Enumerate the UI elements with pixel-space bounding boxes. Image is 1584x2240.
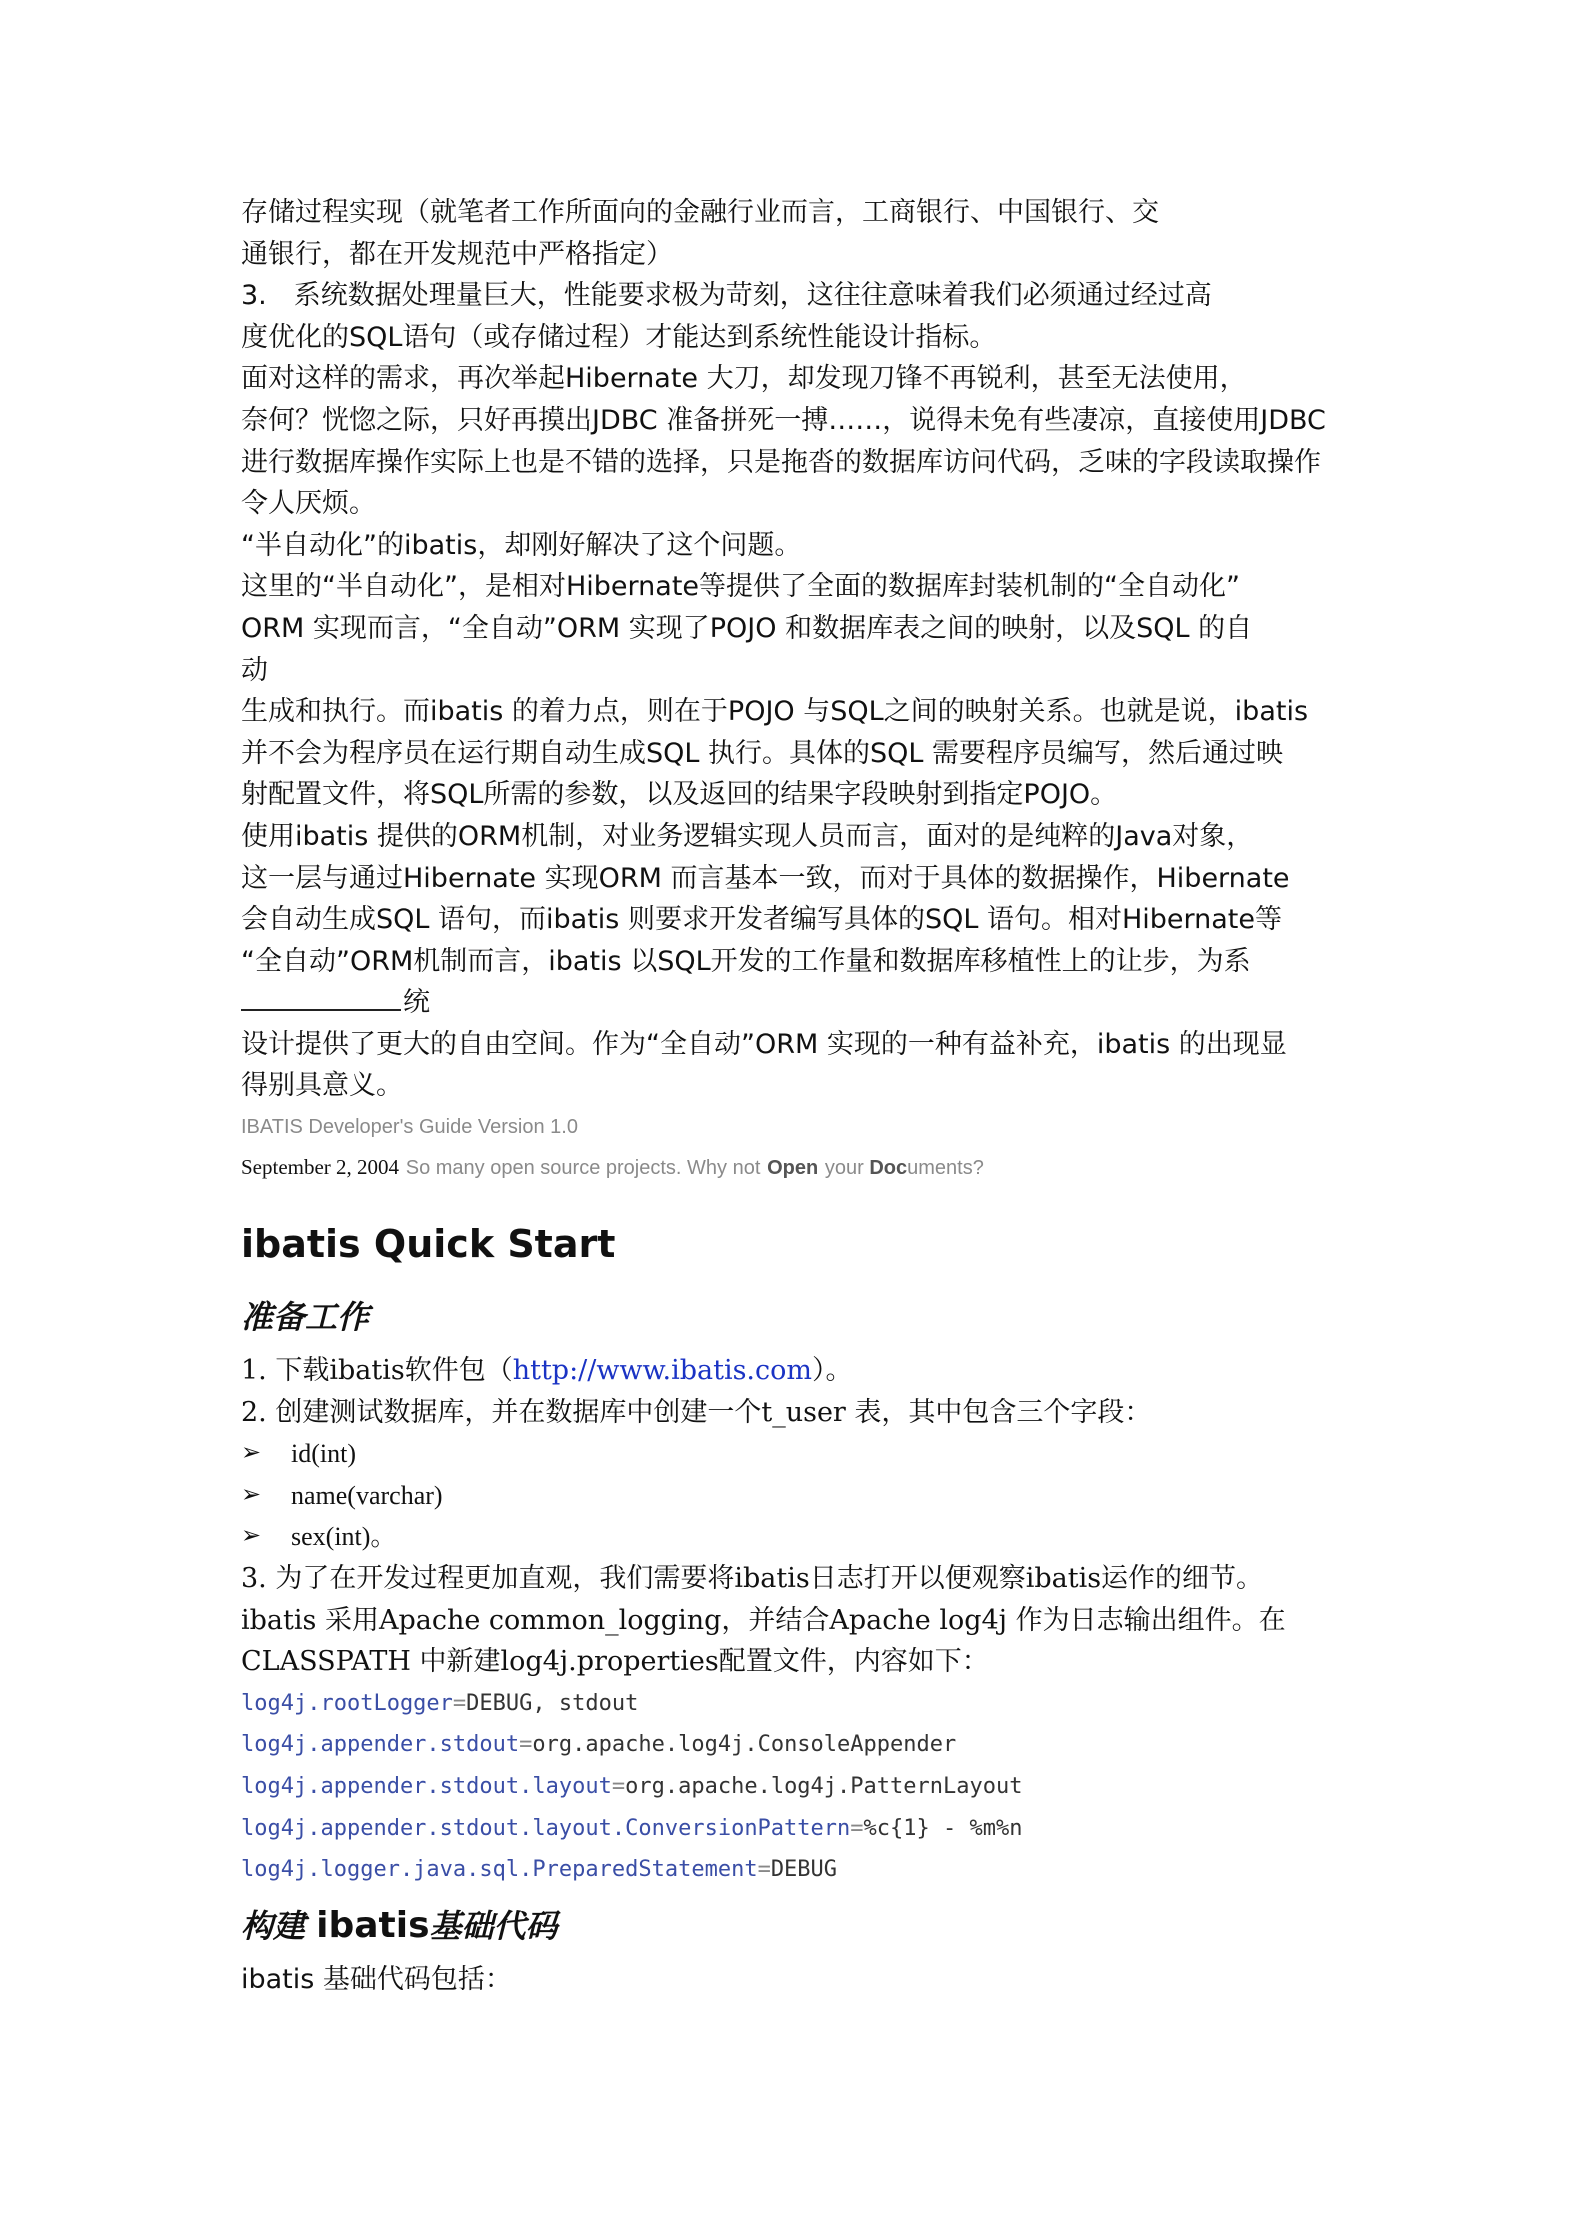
section-heading-base-code xyxy=(241,1903,1361,1949)
list-item-logging: 3. 为了在开发过程更加直观，我们需要将ibatis日志打开以便观察ibatis运作的细节。 xyxy=(241,1563,1264,1595)
page-title: ibatis Quick Start xyxy=(241,1222,616,1267)
paragraph-line: 进行数据库操作实际上也是不错的选择，只是拖沓的数据库访问代码，乏味的字段读取操作 xyxy=(241,446,1321,478)
code-value: org.apache.log4j.PatternLayout xyxy=(625,1774,1023,1799)
paragraph-line: “半自动化”的ibatis，却刚好解决了这个问题。 xyxy=(241,529,802,561)
list-item-text: 1. 下载ibatis软件包（ xyxy=(241,1355,513,1387)
paragraph-line: 这里的“半自动化”，是相对Hibernate等提供了全面的数据库封装机制的“全自动化” xyxy=(241,571,1240,603)
paragraph-line: CLASSPATH 中新建log4j.properties配置文件，内容如下： xyxy=(241,1646,989,1678)
field-name: id(int) xyxy=(291,1439,356,1469)
heading-part: ibatis xyxy=(316,1904,430,1946)
code-line: log4j.appender.stdout.layout.ConversionPattern=%c{1} - %m%n xyxy=(241,1815,1023,1841)
paragraph-line: 面对这样的需求，再次举起Hibernate 大刀，却发现刀锋不再锐利，甚至无法使用， xyxy=(241,363,1247,395)
paragraph-fragment: 统 xyxy=(403,987,430,1019)
paragraph-line: 这一层与通过Hibernate 实现ORM 而言基本一致，而对于具体的数据操作，Hibernate xyxy=(241,862,1290,894)
heading-part: 基础代码 xyxy=(429,1906,558,1945)
paragraph-line: 得别具意义。 xyxy=(241,1070,403,1102)
arrow-bullet-icon: ➢ xyxy=(241,1440,262,1467)
footer-slogan-open: Open xyxy=(767,1157,819,1180)
ibatis-link[interactable]: http://www.ibatis.com xyxy=(512,1355,812,1387)
paragraph-line: 并不会为程序员在运行期自动生成SQL 执行。具体的SQL 需要程序员编写，然后通过映 xyxy=(241,737,1284,769)
paragraph-line: “全自动”ORM机制而言，ibatis 以SQL开发的工作量和数据库移植性上的让步，为系 xyxy=(241,945,1251,977)
paragraph-line: ibatis 基础代码包括： xyxy=(241,1963,512,1995)
document-content xyxy=(241,192,1361,2000)
code-line: log4j.appender.stdout.layout=org.apache.log4j.PatternLayout xyxy=(241,1774,1023,1799)
field-name: name(varchar) xyxy=(291,1480,443,1510)
code-key: log4j.appender.stdout.layout xyxy=(241,1774,612,1799)
arrow-bullet-icon: ➢ xyxy=(241,1523,262,1550)
code-key: log4j.logger.java.sql.PreparedStatement xyxy=(241,1857,758,1883)
footer-date: September 2, 2004 xyxy=(241,1155,400,1180)
paragraph-line: 射配置文件，将SQL所需的参数，以及返回的结果字段映射到指定POJO。 xyxy=(241,779,1118,811)
footer-slogan-part: uments? xyxy=(907,1157,984,1180)
paragraph-line: 令人厌烦。 xyxy=(241,488,376,520)
section-heading-prep: 准备工作 xyxy=(241,1298,370,1337)
paragraph-line: ibatis 采用Apache common_logging，并结合Apache log4j 作为日志输出组件。在 xyxy=(241,1604,1286,1636)
date-footer xyxy=(241,1147,1361,1188)
footer-slogan-part: your xyxy=(824,1157,864,1180)
underline-blank xyxy=(241,983,401,1011)
list-item-download xyxy=(241,1350,1361,1392)
paragraph-line: 设计提供了更大的自由空间。作为“全自动”ORM 实现的一种有益补充，ibatis 的出现显 xyxy=(241,1028,1287,1060)
paragraph-line: 存储过程实现（就笔者工作所面向的金融行业而言，工商银行、中国银行、交 xyxy=(241,197,1159,228)
code-value: DEBUG, stdout xyxy=(466,1690,639,1716)
paragraph-line: 动 xyxy=(241,654,268,686)
arrow-bullet-icon: ➢ xyxy=(241,1481,262,1508)
paragraph-line: 奈何？恍惚之际，只好再摸出JDBC 准备拼死一搏……，说得未免有些凄凉，直接使用JDBC xyxy=(241,404,1326,436)
code-line: log4j.logger.java.sql.PreparedStatement=DEBUG xyxy=(241,1857,838,1883)
field-list-item xyxy=(241,1433,1361,1475)
code-value: DEBUG xyxy=(770,1857,838,1883)
code-key: log4j.appender.stdout xyxy=(241,1732,520,1758)
paragraph-line: 会自动生成SQL 语句，而ibatis 则要求开发者编写具体的SQL 语句。相对Hibernate等 xyxy=(241,904,1282,936)
guide-footer: IBATIS Developer's Guide Version 1.0 xyxy=(241,1116,578,1139)
paragraph-line: 3. 系统数据处理量巨大，性能要求极为苛刻，这往往意味着我们必须通过经过高 xyxy=(241,280,1212,312)
code-key: log4j.rootLogger xyxy=(241,1690,453,1716)
list-item-text: ）。 xyxy=(812,1355,853,1387)
list-item-create-db: 2. 创建测试数据库，并在数据库中创建一个t_user 表，其中包含三个字段： xyxy=(241,1396,1152,1428)
paragraph-line: 生成和执行。而ibatis 的着力点，则在于POJO 与SQL之间的映射关系。也就是说，ibatis xyxy=(241,696,1309,728)
field-list-item xyxy=(241,1475,1361,1517)
paragraph-line-with-blank xyxy=(241,982,1361,1024)
footer-slogan-part: So many open source projects. Why not xyxy=(405,1157,761,1180)
paragraph-line: 度优化的SQL语句（或存储过程）才能达到系统性能设计指标。 xyxy=(241,321,997,353)
paragraph-line: 通银行，都在开发规范中严格指定） xyxy=(241,238,673,270)
code-line: log4j.rootLogger=DEBUG, stdout xyxy=(241,1690,639,1716)
code-key: log4j.appender.stdout.layout.ConversionPattern xyxy=(241,1815,851,1841)
code-block xyxy=(241,1683,1361,1891)
field-list-item xyxy=(241,1516,1361,1558)
code-value: org.apache.log4j.ConsoleAppender xyxy=(532,1732,957,1758)
code-line: log4j.appender.stdout=org.apache.log4j.ConsoleAppender xyxy=(241,1732,957,1758)
paragraph-line: ORM 实现而言，“全自动”ORM 实现了POJO 和数据库表之间的映射，以及SQL 的自 xyxy=(241,612,1253,644)
field-name: sex(int)。 xyxy=(291,1522,397,1552)
footer-slogan-doc: Doc xyxy=(869,1157,908,1180)
heading-part: 构建 xyxy=(241,1906,306,1945)
code-value: %c{1} - %m%n xyxy=(863,1815,1023,1841)
paragraph-line: 使用ibatis 提供的ORM机制，对业务逻辑实现人员而言，面对的是纯粹的Java对象， xyxy=(241,820,1254,852)
